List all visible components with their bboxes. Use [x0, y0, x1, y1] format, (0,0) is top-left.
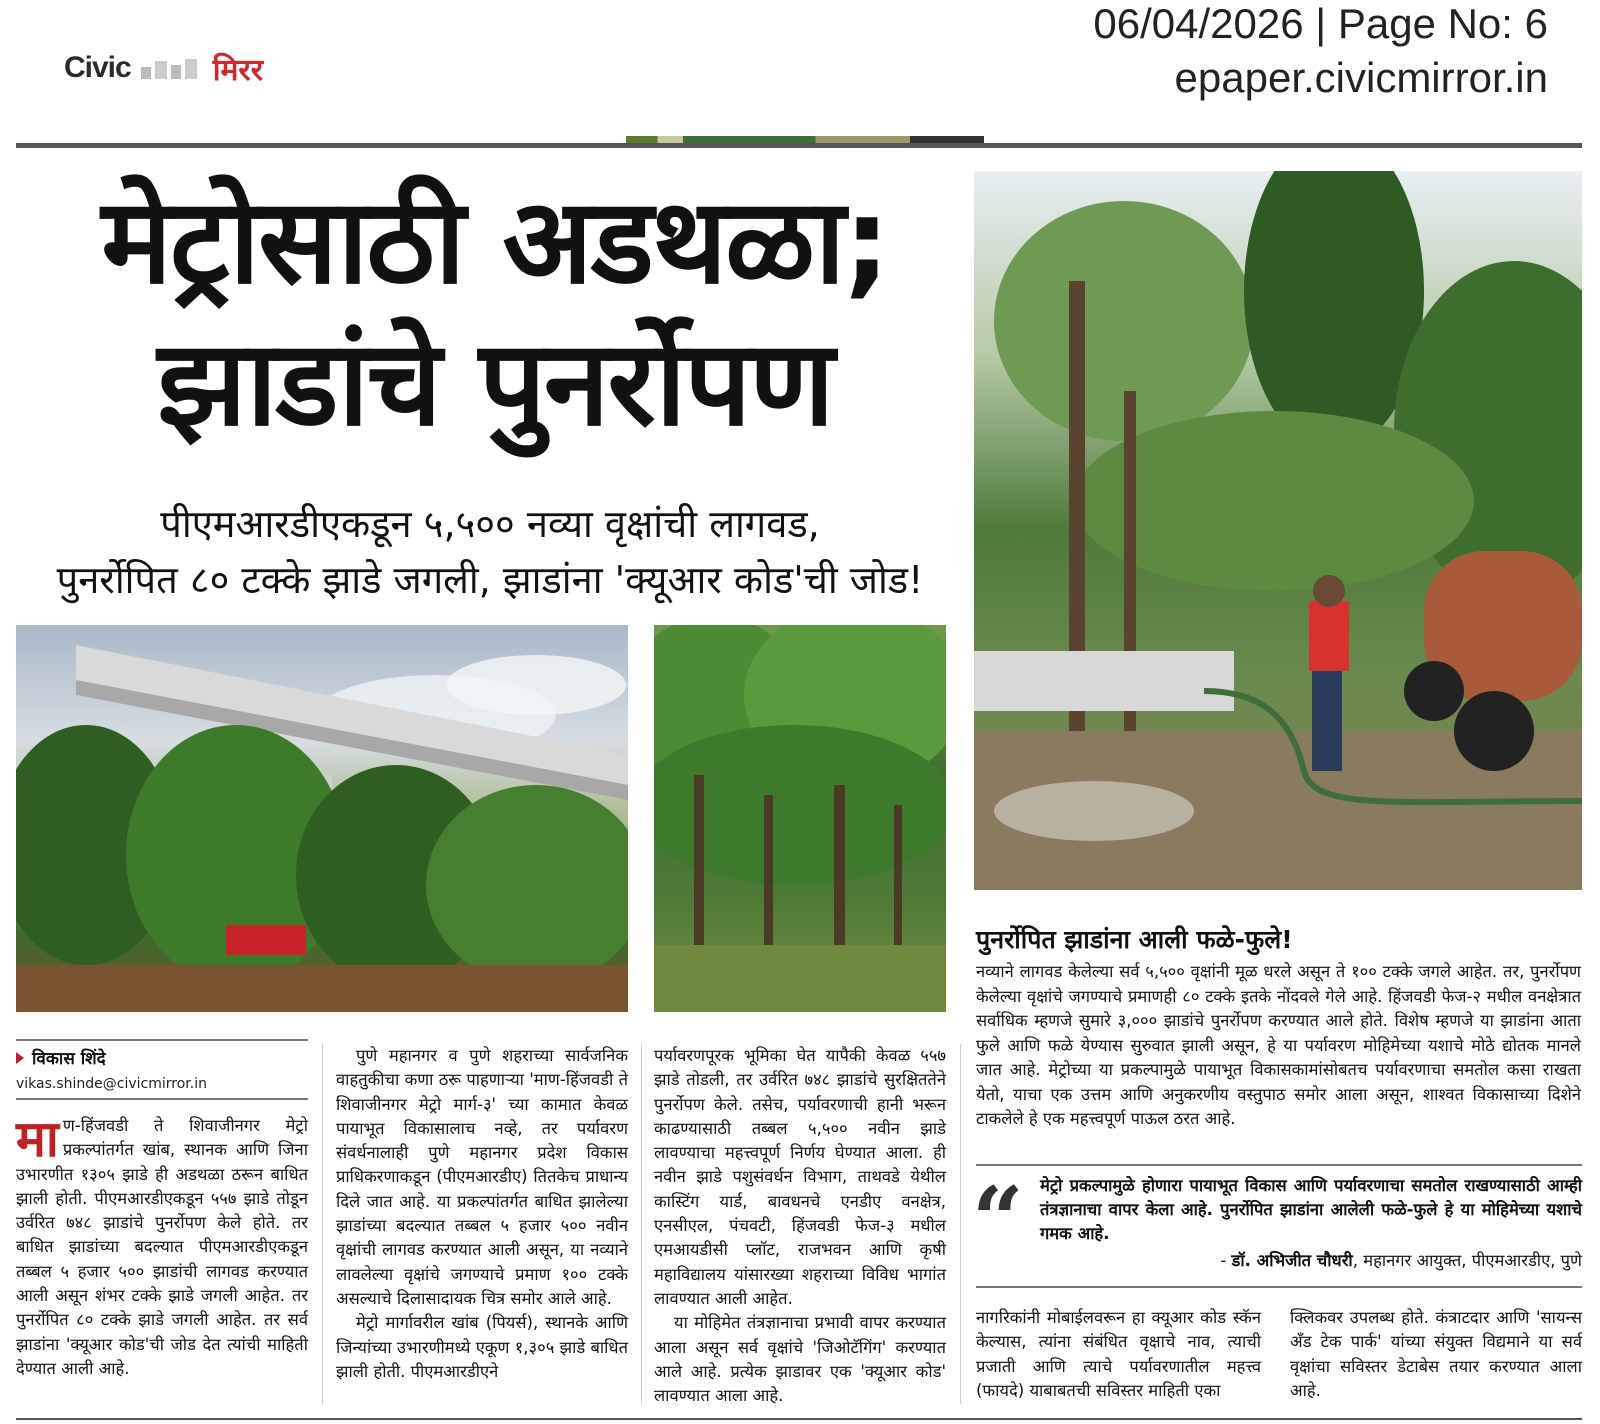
- header-rule: [16, 143, 1582, 148]
- photo-planted-forest-illustration: [654, 625, 946, 1012]
- article-column-1: [16, 1110, 308, 1381]
- sidebar-text: नव्याने लागवड केलेल्या सर्व ५,५०० वृक्षांनी मूळ धरले असून ते १०० टक्के जगले आहेत. तर, पुनर्रोपण केलेल्या वृक्षांचे जगण्याचे प्रमाणही ८० टक्के इतके नोंदवले गेले आहे. हिंजवडी फेज-२ मधील वनक्षेत्रात सर्वाधिक म्हणजे सुमारे ३,००० झाडांचे पुनर्रोपण करण्यात आले होते. विशेष म्हणजे या झाडांना आता फुले आणि फळे येण्यास सुरुवात झाली असून, हे या पर्यावरण मोहिमेच्या यशाचे मोठे द्योतक मानले जात आहे. मेट्रोच्या या प्रकल्पामुळे पायाभूत विकासकामांसोबतच पर्यावरणाचा समतोल कसा राखता येतो, याचा एक उत्तम आणि अनुकरणीय वस्तुपाठ समोर आला असून, शाश्वत विकासाच्या दिशेने टाकलेले हे एक महत्त्वपूर्ण पाऊल ठरत आहे.: [976, 962, 1581, 1128]
- quote-mark-icon: “: [972, 1167, 1024, 1273]
- photo-metro-trees-illustration: [16, 625, 628, 1012]
- top-strip-dark: [910, 136, 984, 143]
- sidebar-heading: पुनर्रोपित झाडांना आली फळे-फुले!: [976, 925, 1293, 954]
- column-2-paragraph-1: पुणे महानगर व पुणे शहराच्या सार्वजनिक वाहतुकीचा कणा ठरू पाहणाऱ्या 'माण-हिंजवडी ते शिवाजीनगर मेट्रो मार्ग-३' च्या कामात केवळ पायाभूत विकासालाच नव्हे, तर पर्यावरण संवर्धनालाही पुणे महानगर प्रदेश विकास प्राधिकरणाकडून (पीएमआरडीए) तितकेच प्राधान्य दिले जात आहे. या प्रकल्पांतर्गत बाधित झालेल्या झाडांच्या बदल्यात तब्बल ५ हजार ५०० नवीन वृक्षांची लागवड करण्यात आली असून, या नव्याने लावलेल्या वृक्षांचे जगण्याचे प्रमाण १०० टक्के असल्याचे दिलासादायक चित्र समोर आले आहे.: [336, 1046, 628, 1308]
- subheadline-line-1: पीएमआरडीएकडून ५,५०० नव्या वृक्षांची लागवड,: [160, 502, 820, 546]
- byline-email[interactable]: vikas.shinde@civicmirror.in: [16, 1076, 207, 1092]
- top-strip-graphic: [626, 136, 942, 143]
- headline: [30, 170, 960, 454]
- headline-line-1: मेट्रोसाठी अडथळा;: [101, 172, 889, 310]
- subheadline: [20, 496, 960, 608]
- logo-skyline-icon: [137, 57, 207, 79]
- photo-watering-trees-illustration: [974, 171, 1582, 890]
- quote-author-title: , महानगर आयुक्त, पीएमआरडीए, पुणे: [1352, 1251, 1582, 1270]
- logo-mirror-text: मिरर: [212, 52, 263, 88]
- photo-metro-trees: [16, 625, 628, 1012]
- column-divider: [641, 1044, 642, 1404]
- logo-civic-text: Civic: [64, 51, 131, 84]
- byline-rule-bottom: [16, 1098, 308, 1100]
- sidebar-rule-2: [976, 1286, 1582, 1288]
- column-divider: [960, 1044, 961, 1404]
- subheadline-line-2: पुनर्रोपित ८० टक्के झाडे जगली, झाडांना 'क्यूआर कोड'ची जोड!: [56, 558, 924, 602]
- date-page-number: 06/04/2026 | Page No: 6: [1093, 0, 1548, 47]
- quote-author-name: डॉ. अभिजीत चौधरी: [1231, 1251, 1353, 1270]
- dropcap: मा: [16, 1110, 59, 1168]
- quote-dash: -: [1220, 1251, 1232, 1270]
- byline-rule-top: [16, 1039, 308, 1041]
- civic-mirror-logo: [64, 48, 263, 88]
- photo-planted-forest: [654, 625, 946, 1012]
- epaper-site-link[interactable]: epaper.civicmirror.in: [1174, 54, 1548, 101]
- article-column-4: नागरिकांनी मोबाईलवरून हा क्यूआर कोड स्कॅन केल्यास, त्यांना संबंधित वृक्षाचे नाव, त्याची प्रजाती आणि त्याचे पर्यावरणातील महत्त्व (फायदे) याबाबतची सविस्तर माहिती एका: [976, 1308, 1261, 1400]
- article-column-2: [336, 1044, 628, 1384]
- column-3-paragraph-2: या मोहिमेत तंत्रज्ञानाचा प्रभावी वापर करण्यात आला असून सर्व वृक्षांचे 'जिओटॅगिंग' करण्यात आले आहे. प्रत्येक झाडावर एक 'क्यूआर कोड' लावण्यात आला आहे.: [654, 1313, 946, 1406]
- column-divider: [322, 1044, 323, 1404]
- column-2-paragraph-2: मेट्रो मार्गावरील खांब (पियर्स), स्थानके आणि जिन्यांच्या उभारणीमध्ये एकूण १,३०५ झाडे बाधित झाली होती. पीएमआरडीएने: [336, 1313, 628, 1381]
- pullquote: मेट्रो प्रकल्पामुळे होणारा पायाभूत विकास आणि पर्यावरणाचा समतोल राखण्यासाठी आम्ही तंत्रज्ञानाचा वापर केला आहे. पुनर्रोपित झाडांना आलेली फळे-फुले हे या मोहिमेच्या यशाचे गमक आहे.: [1040, 1176, 1582, 1243]
- sidebar-rule: [976, 1164, 1582, 1166]
- headline-line-2: झाडांचे पुनर्रोपण: [157, 314, 833, 452]
- byline-author: विकास शिंदे: [16, 1046, 106, 1069]
- footer-rule: [16, 1418, 1582, 1420]
- article-column-3: [654, 1044, 946, 1408]
- quote-attribution: [1220, 1248, 1582, 1271]
- column-1-text: ण-हिंजवडी ते शिवाजीनगर मेट्रो प्रकल्पांतर्गत खांब, स्थानक आणि जिना उभारणीत १३०५ झाडे ही अडथळा ठरून बाधित झाली होती. पीएमआरडीएकडून ५५७ झाडे तोडून उर्वरित ७४८ झाडांचे पुनर्रोपण केले होते. तर बाधित झाडांच्या बदल्यात पीएमआरडीएकडून तब्बल ५ हजार ५०० झाडांची लागवड करण्यात आली असून शंभर टक्के झाडे जगली आहेत. तर पुनर्रोपित ८० टक्के झाडे जगली आहेत. तर सर्व झाडांना 'क्यूआर कोड'ची जोड देत त्यांची माहिती देण्यात आली आहे.: [16, 1116, 308, 1378]
- column-3-paragraph-1: पर्यावरणपूरक भूमिका घेत यापैकी केवळ ५५७ झाडे तोडली, तर उर्वरित ७४८ झाडांचे सुरक्षिततेने पुनर्रोपण केले. तसेच, पर्यावरणाची हानी भरून काढण्यासाठी तब्बल ५,५०० नवीन झाडे लावण्याचा महत्त्वपूर्ण निर्णय घेण्यात आला. ही नवीन झाडे पशुसंवर्धन विभाग, ताथवडे येथील कास्टिंग यार्ड, बावधनचे एनडीए वनक्षेत्र, एनसीएल, पंचवटी, हिंजवडी फेज-३ मधील एमआयडीसी प्लॉट, राजभवन आणि कृषी महाविद्यालय यांसारख्या शहराच्या विविध भागांत लावण्यात आली आहेत.: [654, 1046, 946, 1308]
- article-column-5: क्लिकवर उपलब्ध होते. कंत्राटदार आणि 'सायन्स अँड टेक पार्क' यांच्या संयुक्त विद्यमाने या सर्व वृक्षांचा सविस्तर डेटाबेस तयार करण्यात आला आहे.: [1290, 1308, 1582, 1400]
- photo-watering-trees: [974, 171, 1582, 890]
